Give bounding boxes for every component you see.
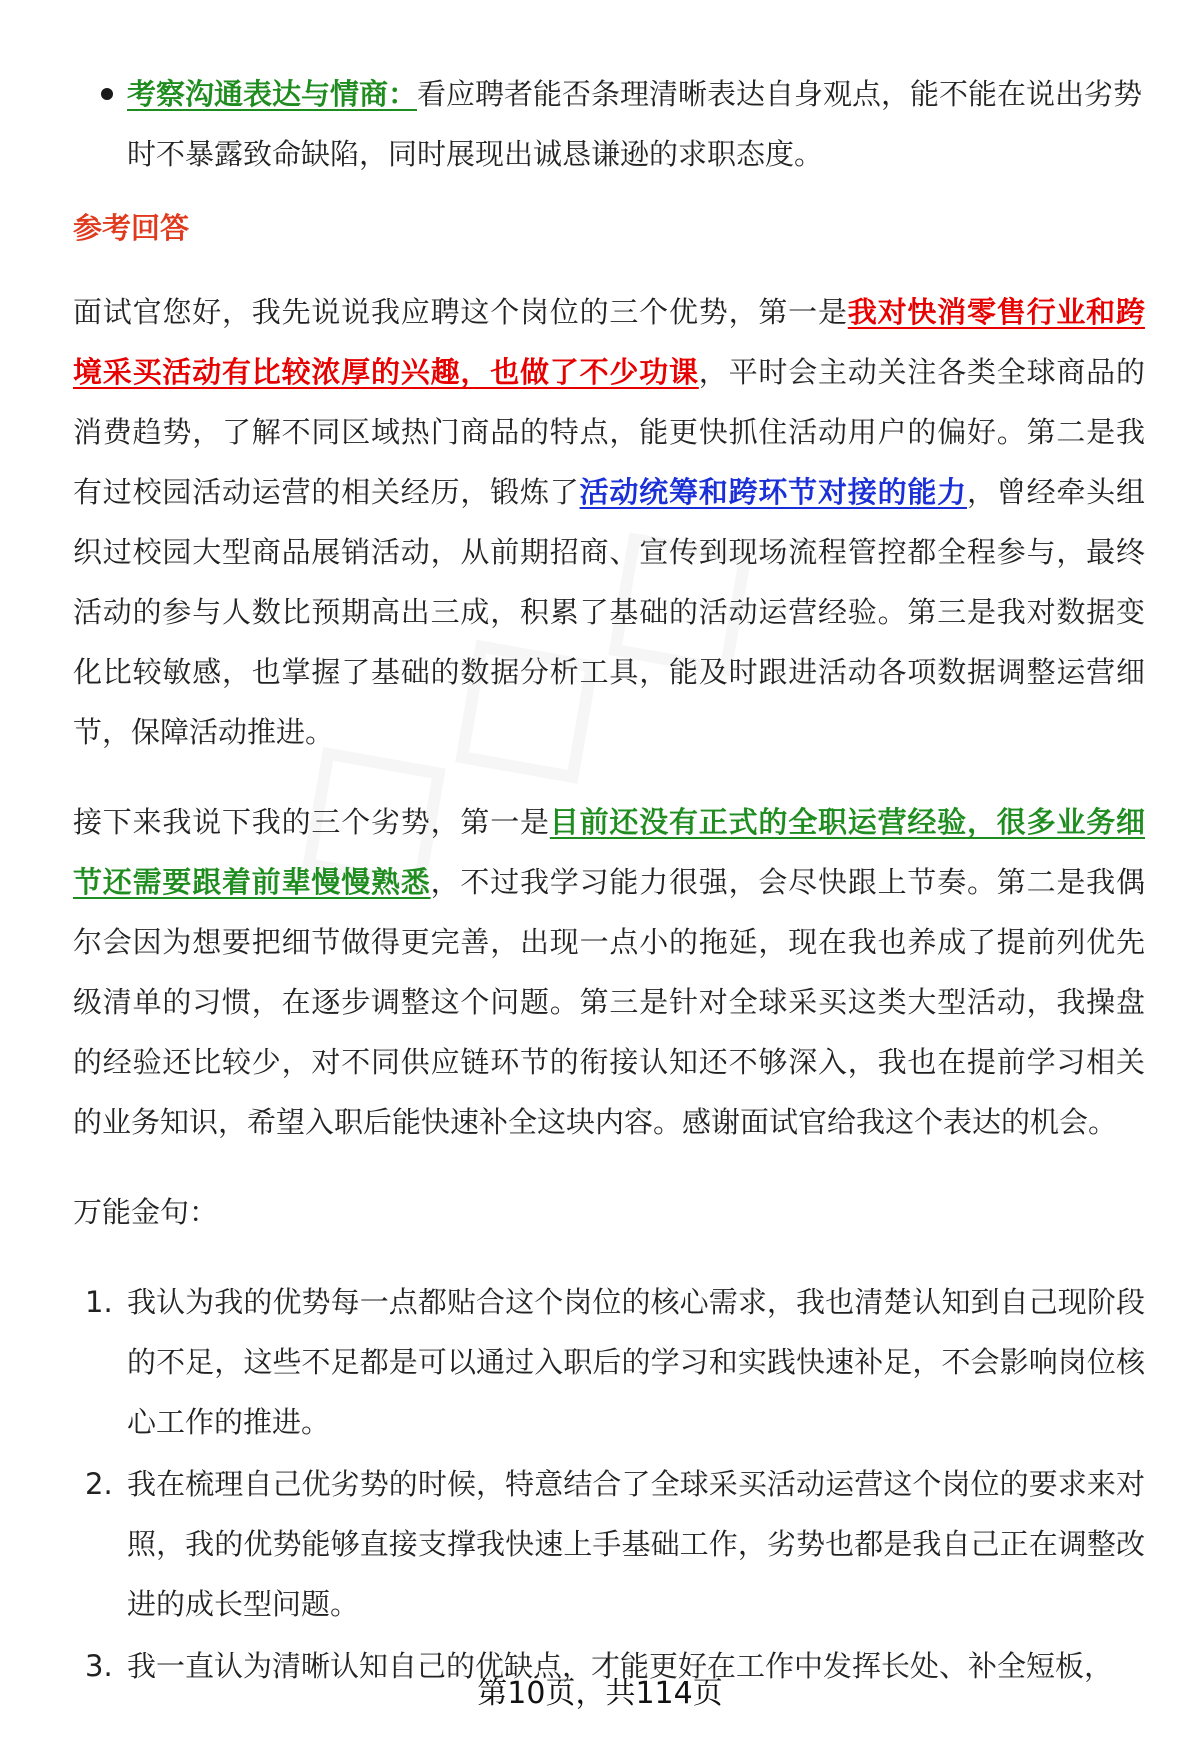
section-title: 参考回答 [73,211,190,245]
para2-highlight-1: 目前还没有正式的全职运营经验，很多业务细节还需要跟着前辈慢慢熟悉 [73,805,1145,899]
para1-text-3: ，曾经牵头组织过校园大型商品展销活动，从前期招商、宣传到现场流程管控都全程参与，最终活动的参与人数比预期高出三成，积累了基础的活动运营经验。第三是我对数据变化比较敏感，也掌握了基础的数据分析工具，能及时跟进活动各项数据调整运营细节，保障活动推进。 [73,475,1145,749]
bullet-dot-icon [101,88,113,100]
para2-text-2: ，不过我学习能力很强，会尽快跟上节奏。第二是我偶尔会因为想要把细节做得更完善，出现一点小的拖延，现在我也养成了提前列优先级清单的习惯，在逐步调整这个问题。第三是针对全球采买这类大型活动，我操盘的经验还比较少，对不同供应链环节的衔接认知还不够深入，我也在提前学习相关的业务知识，希望入职后能快速补全这块内容。感谢面试官给我这个表达的机会。 [73,865,1145,1139]
answer-paragraph-strengths [73,282,1145,762]
bullet-item [73,64,1145,184]
golden-list [73,1272,1145,1696]
list-item-text: 我认为我的优势每一点都贴合这个岗位的核心需求，我也清楚认知到自己现阶段的不足，这些不足都是可以通过入职后的学习和实践快速补足，不会影响岗位核心工作的推进。 [127,1285,1145,1439]
list-item [73,1454,1145,1634]
para2-text-1: 接下来我说下我的三个劣势，第一是 [73,805,550,839]
para1-text-2: ，平时会主动关注各类全球商品的消费趋势，了解不同区域热门商品的特点，能更快抓住活动用户的偏好。第二是我有过校园活动运营的相关经历，锻炼了 [73,355,1145,509]
para1-text-1: 面试官您好，我先说说我应聘这个岗位的三个优势，第一是 [73,295,848,329]
page-footer: 第10页，共114页 [477,1676,723,1711]
para1-highlight-1: 我对快消零售行业和跨境采买活动有比较浓厚的兴趣，也做了不少功课 [73,295,1145,389]
list-item-number: 2. [85,1467,113,1501]
bullet-label: 考察沟通表达与情商： [127,77,418,111]
list-item-text: 我一直认为清晰认知自己的优缺点，才能更好在工作中发挥长处、补全短板， [127,1649,1114,1683]
bullet-text: 看应聘者能否条理清晰表达自身观点，能不能在说出劣势时不暴露致命缺陷，同时展现出诚恳谦逊的求职态度。 [127,77,1143,171]
list-item-number: 1. [85,1285,113,1319]
golden-title: 万能金句： [73,1195,219,1229]
answer-paragraph-weaknesses [73,792,1145,1152]
document-content [73,64,1145,1698]
para1-highlight-2: 活动统筹和跨环节对接的能力 [579,475,967,509]
list-item [73,1272,1145,1452]
list-item-text: 我在梳理自己优劣势的时候，特意结合了全球采买活动运营这个岗位的要求来对照，我的优势能够直接支撑我快速上手基础工作，劣势也都是我自己正在调整改进的成长型问题。 [127,1467,1145,1621]
list-item-number: 3. [85,1649,113,1683]
